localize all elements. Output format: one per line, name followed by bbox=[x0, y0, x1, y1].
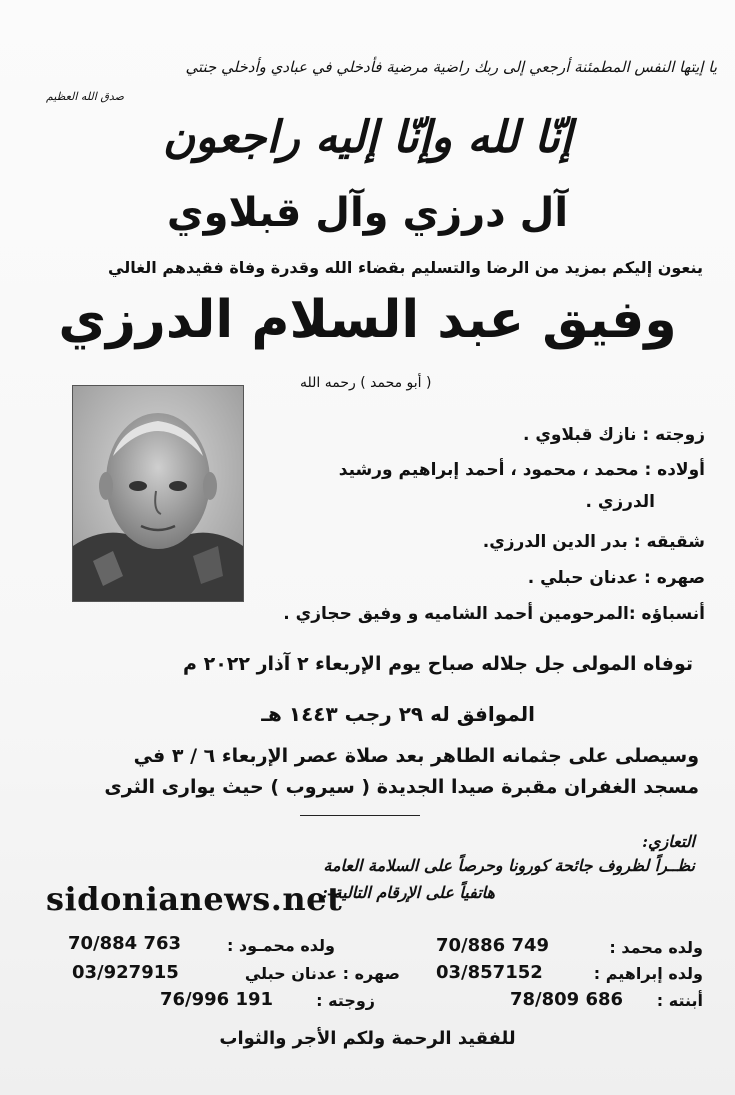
condolences-line: نظــراً لظروف جائحة كورونا وحرصاً على السلامة العامة bbox=[323, 856, 695, 875]
deceased-name: وفيق عبد السلام الدرزي bbox=[58, 290, 677, 350]
announcement-line: ينعون إليكم بمزيد من الرضا والتسليم بقضاء الله وقدرة وفاة فقيدهم الغالي bbox=[108, 258, 703, 277]
death-date-line: توفاه المولى جل جلاله صباح يوم الإربعاء ٢ آذار ٢٠٢٢ م bbox=[183, 653, 693, 675]
families-title: آل درزي وآل قبلاوي bbox=[166, 190, 569, 236]
prayer-line: وسيصلى على جثمانه الطاهر بعد صلاة عصر الإربعاء ٦ / ٣ في bbox=[133, 745, 699, 767]
deceased-kunya: ( أبو محمد ) رحمه الله bbox=[300, 375, 432, 391]
contact-number: 76/996 191 bbox=[160, 989, 274, 1010]
watermark-site: sidonianews.net bbox=[46, 880, 343, 918]
quran-phrase: إنّا لله وإنّا إليه راجعون bbox=[162, 112, 573, 163]
deceased-photo bbox=[72, 385, 244, 602]
contact-number: 03/927915 bbox=[72, 962, 179, 983]
contact-label: أبنته : bbox=[656, 991, 703, 1010]
children-line-continued: الدرزي . bbox=[585, 492, 655, 512]
contact-label: ولده محمـود : bbox=[226, 936, 335, 955]
wife-line: زوجته : نازك قبلاوي . bbox=[522, 425, 705, 445]
condolences-title: التعازي: bbox=[642, 832, 695, 851]
contact-label: صهره : عدنان حبلي bbox=[244, 964, 400, 983]
portrait-image bbox=[73, 386, 243, 601]
contact-label: زوجته : bbox=[316, 991, 375, 1010]
verse-ending: صدق الله العظيم bbox=[46, 90, 124, 103]
brother-line: شقيقه : بدر الدين الدرزي. bbox=[482, 532, 705, 552]
condolences-numbers-intro: هاتفياً على الإرقام التالية : bbox=[322, 883, 495, 902]
divider-line bbox=[300, 815, 420, 816]
contact-number: 70/886 749 bbox=[436, 935, 550, 956]
contact-number: 70/884 763 bbox=[68, 933, 182, 954]
contact-label: ولده إبراهيم : bbox=[593, 964, 703, 983]
closing-line: للفقيد الرحمة ولكم الأجر والثواب bbox=[219, 1028, 516, 1049]
contact-label: ولده محمد : bbox=[609, 938, 703, 957]
children-line: أولاده : محمد ، محمود ، أحمد إبراهيم ورشيد bbox=[338, 460, 705, 480]
son-in-law-line: صهره : عدنان حبلي . bbox=[527, 568, 705, 588]
contact-number: 03/857152 bbox=[436, 962, 543, 983]
in-laws-line: أنسباؤه :المرحومين أحمد الشاميه و وفيق حجازي . bbox=[283, 604, 705, 624]
burial-line: مسجد الغفران مقبرة صيدا الجديدة ( سيروب ) حيث يوارى الثرى bbox=[104, 776, 699, 798]
hijri-date-line: الموافق له ٢٩ رجب ١٤٤٣ هـ bbox=[261, 702, 535, 726]
contact-number: 78/809 686 bbox=[510, 989, 624, 1010]
quran-verse: يا إيتها النفس المطمئنة أرجعي إلى ربك راضية مرضية فأدخلي في عبادي وأدخلي جنتي bbox=[185, 58, 717, 76]
